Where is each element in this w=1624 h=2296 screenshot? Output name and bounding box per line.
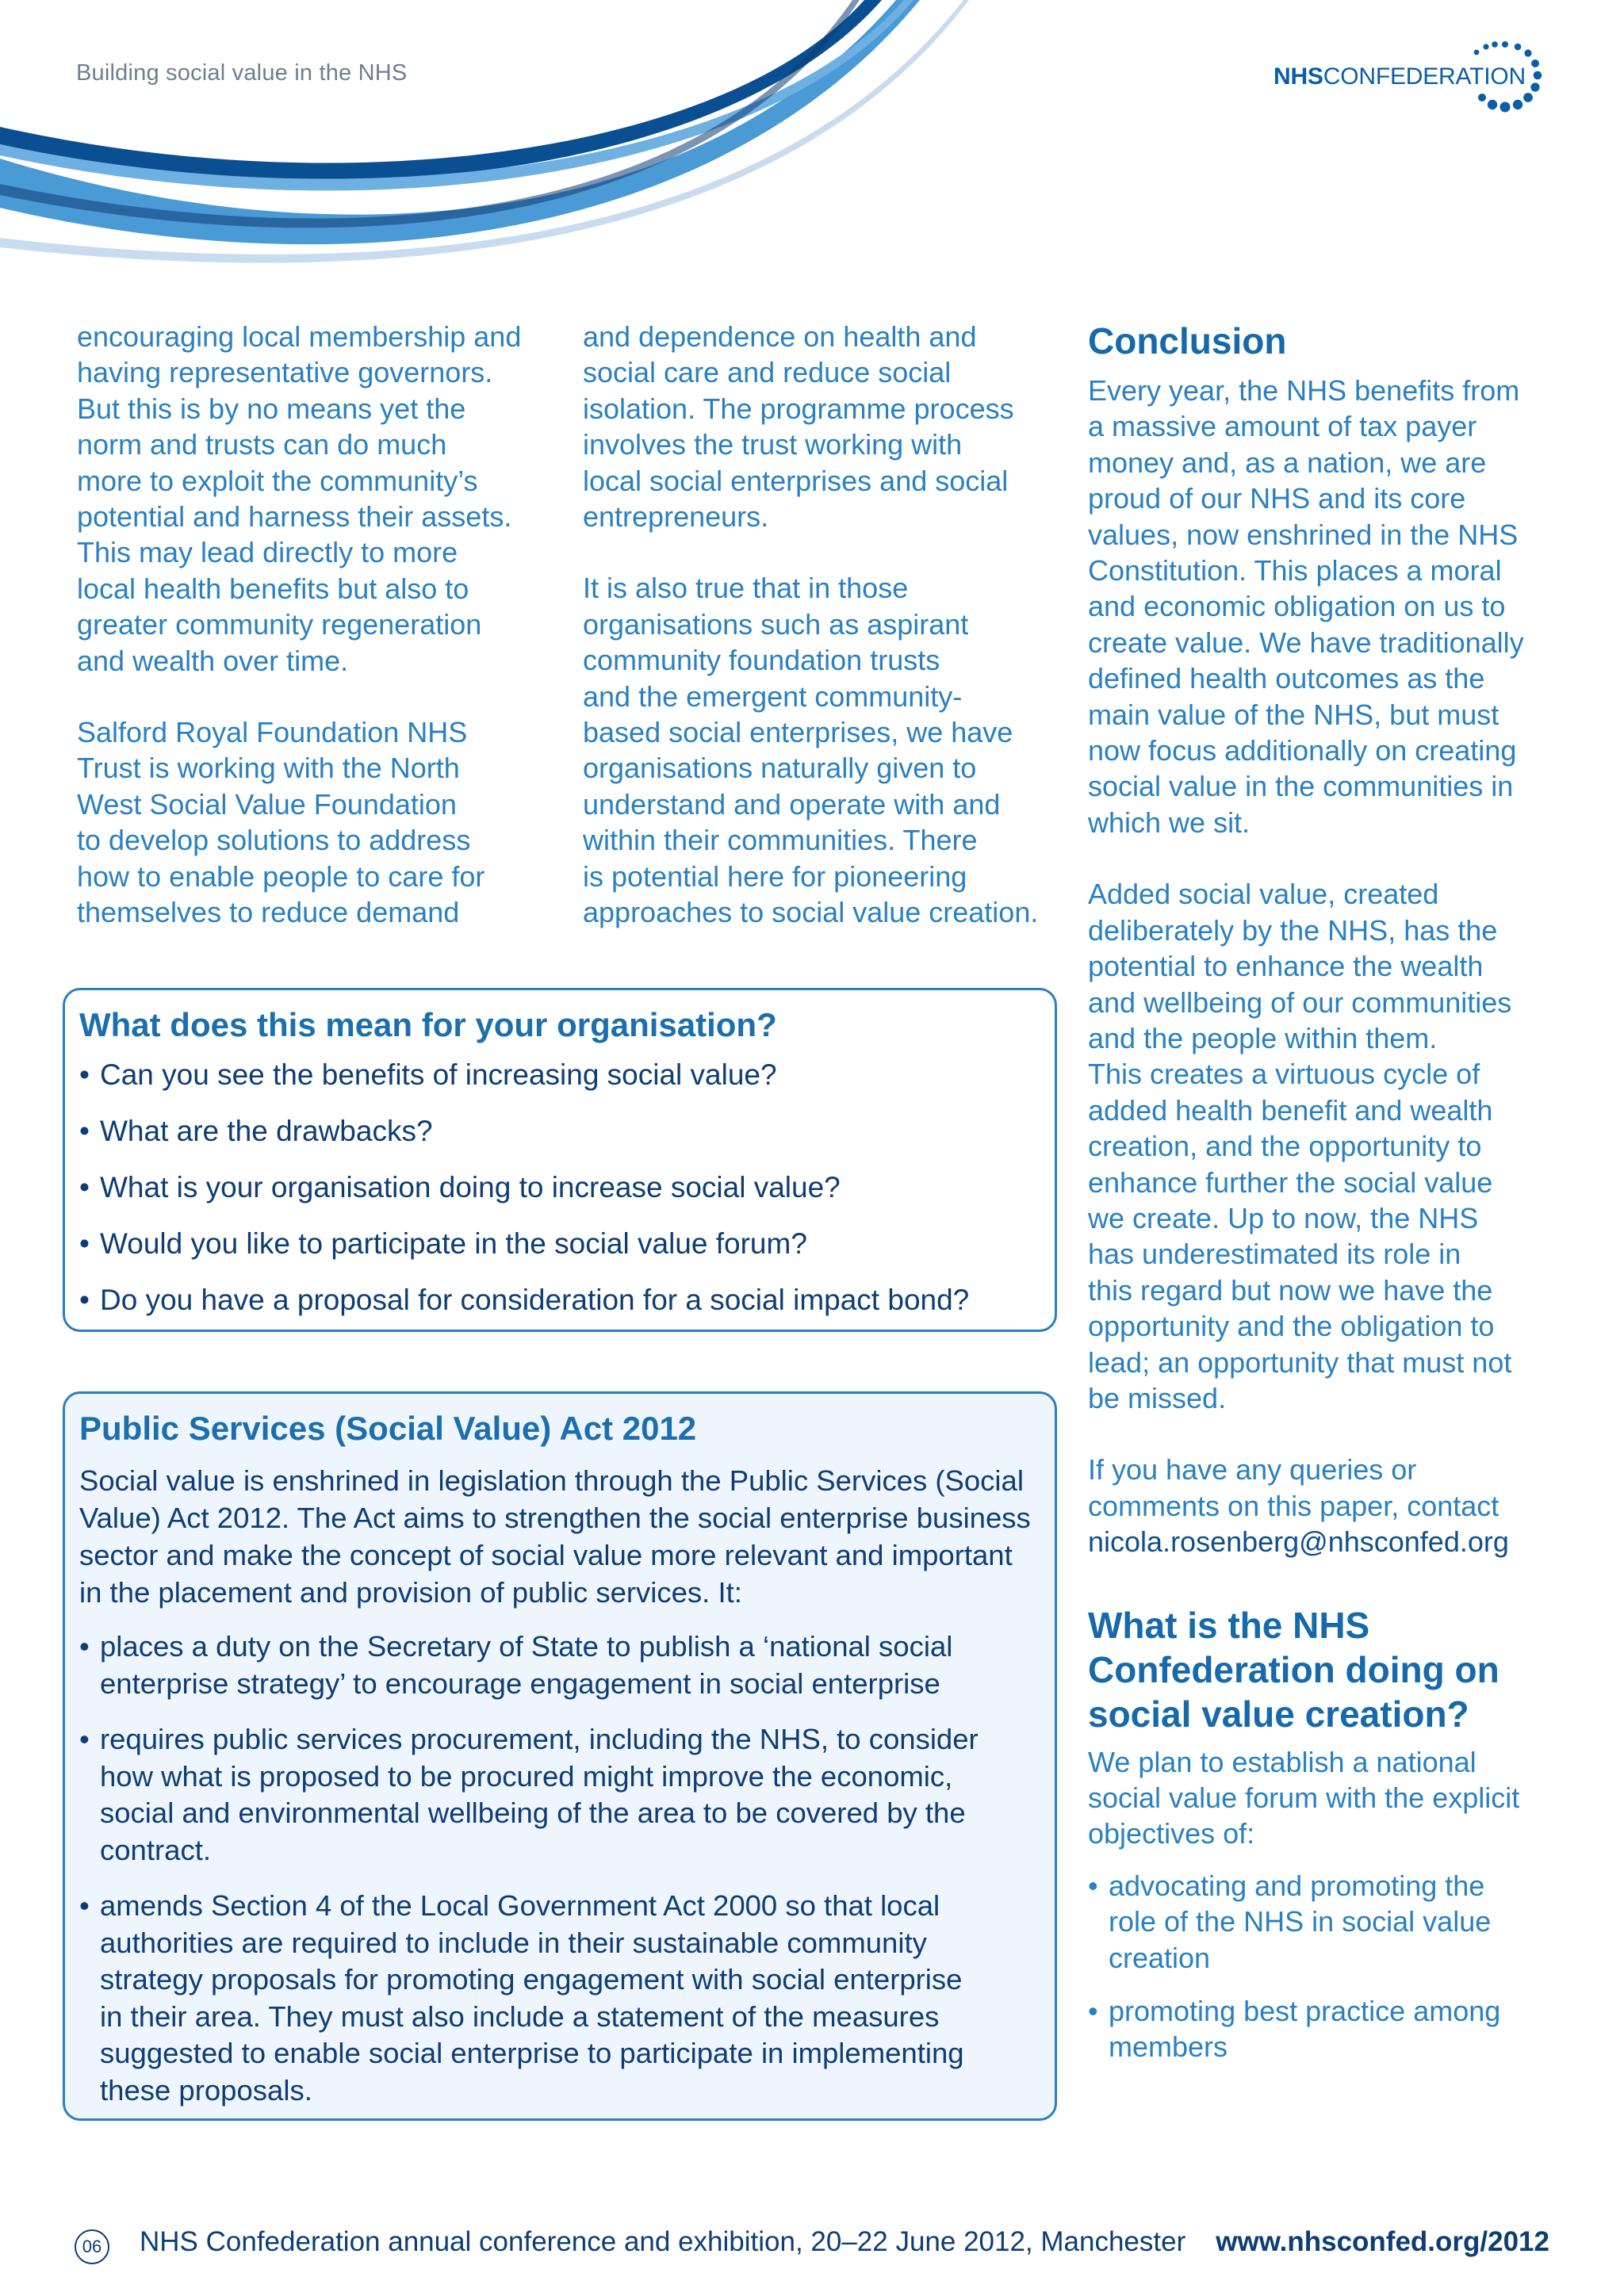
list-item: • amends Section 4 of the Local Government Act 2000 so that local authorities are required to include in their sustainable community strategy proposals for promoting engagement with social enterprise in their area. They must also include a statement of the measures suggested to enable social enterprise to participate in implementing these proposals. bbox=[79, 1888, 1039, 2109]
list-item: • places a duty on the Secretary of State to publish a ‘national social enterprise strategy’ to encourage engagement in social enterprise bbox=[79, 1628, 1039, 1702]
nhs-confederation-logo bbox=[1274, 40, 1551, 116]
column1-paragraph-1: encouraging local membership and having representative governors. But this is by no means yet the norm and trusts can do much more to exploit the community’s potential and harness their assets. This may lead directly to more local health benefits but also to greater community regeneration and wealth over time. bbox=[77, 320, 522, 677]
conclusion-heading: Conclusion bbox=[1088, 320, 1287, 362]
column2-paragraph-1: and dependence on health and social care and reduce social isolation. The programme process involves the trust working with local social enterprises and social entrepreneurs. bbox=[583, 320, 1014, 534]
confed-objectives-list bbox=[1088, 1868, 1564, 2065]
logo-wordmark: NHSCONFEDERATION bbox=[1274, 63, 1526, 90]
contact-paragraph: If you have any queries or comments on this paper, contact nicola.rosenberg@nhsconfed.org bbox=[1088, 1453, 1509, 1559]
list-item: • Would you like to participate in the social value forum? bbox=[79, 1226, 1039, 1261]
logo-dot-ring-icon bbox=[1457, 40, 1551, 116]
questions-box-title: What does this mean for your organisation? bbox=[79, 1006, 777, 1043]
act-provisions-list bbox=[79, 1628, 1039, 2109]
body-column-3 bbox=[1088, 319, 1564, 2083]
conclusion-paragraph-1: Every year, the NHS benefits from a massive amount of tax payer money and, as a nation, we are proud of our NHS and its core values, now enshrined in the NHS Constitution. This places a moral and economic obligation on us to create value. We have traditionally defined health outcomes as the main value of the NHS, but must now focus additionally on creating social value in the communities in which we sit. bbox=[1088, 374, 1524, 839]
column2-paragraph-2: It is also true that in those organisations such as aspirant community foundation trusts and the emergent community- based social enterprises, we have organisations naturally given to understand and operate with and within their communities. There is potential here for pioneering approaches to social value creation. bbox=[583, 572, 1039, 929]
contact-email-link[interactable]: nicola.rosenberg@nhsconfed.org bbox=[1088, 1525, 1509, 1559]
confed-section-heading: What is the NHS Confederation doing on social value creation? bbox=[1088, 1604, 1500, 1735]
questions-callout-box bbox=[63, 988, 1057, 1332]
act-box-intro: Social value is enshrined in legislation through the Public Services (Social Value) Act 2012. The Act aims to strengthen the social enterprise business sector and make the concept of social value more relevant and important in the placement and provision of public services. It: bbox=[79, 1464, 1031, 1609]
questions-list bbox=[79, 1057, 1039, 1318]
footer-url-link[interactable]: www.nhsconfed.org/2012 bbox=[1216, 2226, 1549, 2257]
act-box-title: Public Services (Social Value) Act 2012 bbox=[79, 1410, 697, 1447]
page-footer bbox=[75, 2226, 1549, 2266]
confed-section-intro: We plan to establish a national social value forum with the explicit objectives of: bbox=[1088, 1745, 1520, 1850]
list-item: • promoting best practice among members bbox=[1088, 1993, 1564, 2065]
running-header-title: Building social value in the NHS bbox=[76, 60, 408, 86]
list-item: • requires public services procurement, including the NHS, to consider how what is proposed to be procured might improve the economic, social and environmental wellbeing of the area to be covered by the contract. bbox=[79, 1721, 1039, 1869]
list-item: • What is your organisation doing to increase social value? bbox=[79, 1169, 1039, 1205]
list-item: • What are the drawbacks? bbox=[79, 1113, 1039, 1149]
body-column-2 bbox=[583, 319, 1074, 931]
list-item: • Do you have a proposal for consideration for a social impact bond? bbox=[79, 1282, 1039, 1318]
list-item: • Can you see the benefits of increasing social value? bbox=[79, 1057, 1039, 1093]
social-value-act-callout-box bbox=[63, 1391, 1057, 2121]
column1-paragraph-2: Salford Royal Foundation NHS Trust is working with the North West Social Value Foundation to develop solutions to address how to enable people to care for themselves to reduce demand bbox=[77, 716, 485, 929]
body-column-1 bbox=[77, 319, 553, 931]
list-item: • advocating and promoting the role of the NHS in social value creation bbox=[1088, 1868, 1564, 1976]
conclusion-paragraph-2: Added social value, created deliberately by the NHS, has the potential to enhance the wealth and wellbeing of our communities and the people within them. This creates a virtuous cycle of added health benefit and wealth creation, and the opportunity to enhance further the social value we create. Up to now, the NHS has underestimated its role in this regard but now we have the opportunity and the obligation to lead; an opportunity that must not be missed. bbox=[1088, 878, 1512, 1414]
page-number: 06 bbox=[75, 2229, 109, 2264]
footer-event-text: NHS Confederation annual conference and exhibition, 20–22 June 2012, Manchester bbox=[140, 2226, 1186, 2257]
